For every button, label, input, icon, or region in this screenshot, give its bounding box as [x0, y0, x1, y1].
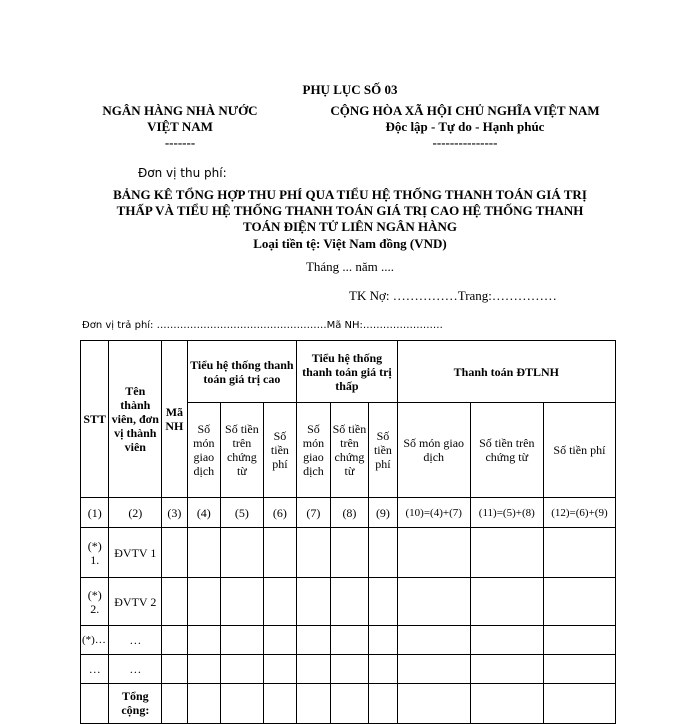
- col-number: (6): [263, 498, 296, 528]
- table-row: [81, 578, 616, 626]
- table-row: [81, 655, 616, 684]
- issuer-line-2: VIỆT NAM: [147, 119, 213, 134]
- header-low-count: Số món giao dịch: [297, 403, 330, 498]
- col-number: (2): [109, 498, 162, 528]
- cell: [263, 684, 296, 724]
- issuer-block: [80, 103, 280, 151]
- document-title: [90, 187, 610, 235]
- collector-label: Đơn vị thu phí:: [138, 166, 227, 180]
- cell: [297, 578, 330, 626]
- title-line-2: THẤP VÀ TIỂU HỆ THỐNG THANH TOÁN GIÁ TRỊ CAO HỆ THỐNG THANH: [116, 203, 584, 218]
- cell: [543, 578, 615, 626]
- header-total-amount: Số tiền trên chứng từ: [470, 403, 543, 498]
- title-line-3: TOÁN ĐIỆN TỬ LIÊN NGÂN HÀNG: [243, 219, 457, 234]
- cell: [162, 626, 187, 655]
- cell: [470, 655, 543, 684]
- header-stt: STT: [81, 341, 109, 498]
- col-number: (8): [330, 498, 369, 528]
- cell: [263, 655, 296, 684]
- row-member-name: …: [109, 626, 162, 655]
- account-page-line: TK Nợ: ……………Trang:……………: [349, 288, 557, 303]
- cell: [330, 684, 369, 724]
- appendix-label: PHỤ LỤC SỐ 03: [302, 82, 398, 97]
- cell: [297, 528, 330, 578]
- row-stt: [81, 684, 109, 724]
- col-number: (11)=(5)+(8): [470, 498, 543, 528]
- cell: [162, 528, 187, 578]
- row-member-name: ĐVTV 2: [109, 578, 162, 626]
- col-number: (9): [369, 498, 397, 528]
- header-high-amount: Số tiền trên chứng từ: [221, 403, 264, 498]
- header-row-group: [81, 341, 616, 403]
- header-low-value-system: Tiểu hệ thống thanh toán giá trị thấp: [297, 341, 398, 403]
- cell: [221, 626, 264, 655]
- table-row: [81, 626, 616, 655]
- cell: [369, 684, 397, 724]
- cell: [221, 655, 264, 684]
- cell: [543, 528, 615, 578]
- cell: [397, 578, 470, 626]
- cell: [187, 626, 220, 655]
- cell: [263, 626, 296, 655]
- cell: [369, 578, 397, 626]
- row-member-name: ĐVTV 1: [109, 528, 162, 578]
- cell: [221, 578, 264, 626]
- national-motto-block: [290, 103, 640, 151]
- header-high-fee: Số tiền phí: [263, 403, 296, 498]
- currency-label: Loại tiền tệ: Việt Nam đồng (VND): [253, 236, 447, 251]
- cell: [187, 528, 220, 578]
- cell: [543, 655, 615, 684]
- cell: [369, 626, 397, 655]
- cell: [470, 578, 543, 626]
- col-number: (12)=(6)+(9): [543, 498, 615, 528]
- cell: [162, 684, 187, 724]
- cell: [297, 626, 330, 655]
- header-low-fee: Số tiền phí: [369, 403, 397, 498]
- cell: [221, 684, 264, 724]
- col-number: (10)=(4)+(7): [397, 498, 470, 528]
- cell: [470, 684, 543, 724]
- issuer-rule: -------: [164, 135, 196, 150]
- header-high-value-system: Tiểu hệ thống thanh toán giá trị cao: [187, 341, 297, 403]
- row-member-name: …: [109, 655, 162, 684]
- issuer-line-1: NGÂN HÀNG NHÀ NƯỚC: [102, 103, 258, 118]
- cell: [162, 655, 187, 684]
- cell: [330, 626, 369, 655]
- col-number: (1): [81, 498, 109, 528]
- cell: [187, 578, 220, 626]
- cell: [397, 684, 470, 724]
- cell: [263, 578, 296, 626]
- cell: [162, 578, 187, 626]
- header-high-count: Số món giao dịch: [187, 403, 220, 498]
- payer-line: Đơn vị trả phí: ……………………………………………Mã NH:……………………: [82, 320, 443, 331]
- fee-summary-table: [80, 340, 616, 724]
- cell: [543, 626, 615, 655]
- cell: [369, 528, 397, 578]
- row-stt: (*)…: [81, 626, 109, 655]
- column-number-row: [81, 498, 616, 528]
- col-number: (3): [162, 498, 187, 528]
- col-number: (5): [221, 498, 264, 528]
- cell: [330, 528, 369, 578]
- row-stt: …: [81, 655, 109, 684]
- table-row: [81, 528, 616, 578]
- cell: [543, 684, 615, 724]
- header-total-fee: Số tiền phí: [543, 403, 615, 498]
- cell: [470, 626, 543, 655]
- header-low-amount: Số tiền trên chứng từ: [330, 403, 369, 498]
- cell: [297, 684, 330, 724]
- row-stt: (*) 1.: [81, 528, 109, 578]
- cell: [221, 528, 264, 578]
- period-label: Tháng ... năm ....: [305, 259, 395, 274]
- total-row: [81, 684, 616, 724]
- cell: [397, 626, 470, 655]
- cell: [369, 655, 397, 684]
- cell: [397, 655, 470, 684]
- cell: [263, 528, 296, 578]
- cell: [397, 528, 470, 578]
- title-line-1: BẢNG KÊ TỔNG HỢP THU PHÍ QUA TIỂU HỆ THỐNG THANH TOÁN GIÁ TRỊ: [113, 187, 587, 202]
- total-label: Tổng cộng:: [109, 684, 162, 724]
- nation-line-2: Độc lập - Tự do - Hạnh phúc: [385, 119, 545, 134]
- col-number: (4): [187, 498, 220, 528]
- cell: [470, 528, 543, 578]
- cell: [330, 578, 369, 626]
- header-bank-code: Mã NH: [162, 341, 187, 498]
- nation-rule: ---------------: [432, 135, 498, 150]
- cell: [187, 684, 220, 724]
- nation-line-1: CỘNG HÒA XÃ HỘI CHỦ NGHĨA VIỆT NAM: [330, 103, 600, 118]
- cell: [187, 655, 220, 684]
- cell: [297, 655, 330, 684]
- header-total-count: Số món giao dịch: [397, 403, 470, 498]
- header-member: Tên thành viên, đơn vị thành viên: [109, 341, 162, 498]
- cell: [330, 655, 369, 684]
- col-number: (7): [297, 498, 330, 528]
- row-stt: (*) 2.: [81, 578, 109, 626]
- header-total-payment: Thanh toán ĐTLNH: [397, 341, 615, 403]
